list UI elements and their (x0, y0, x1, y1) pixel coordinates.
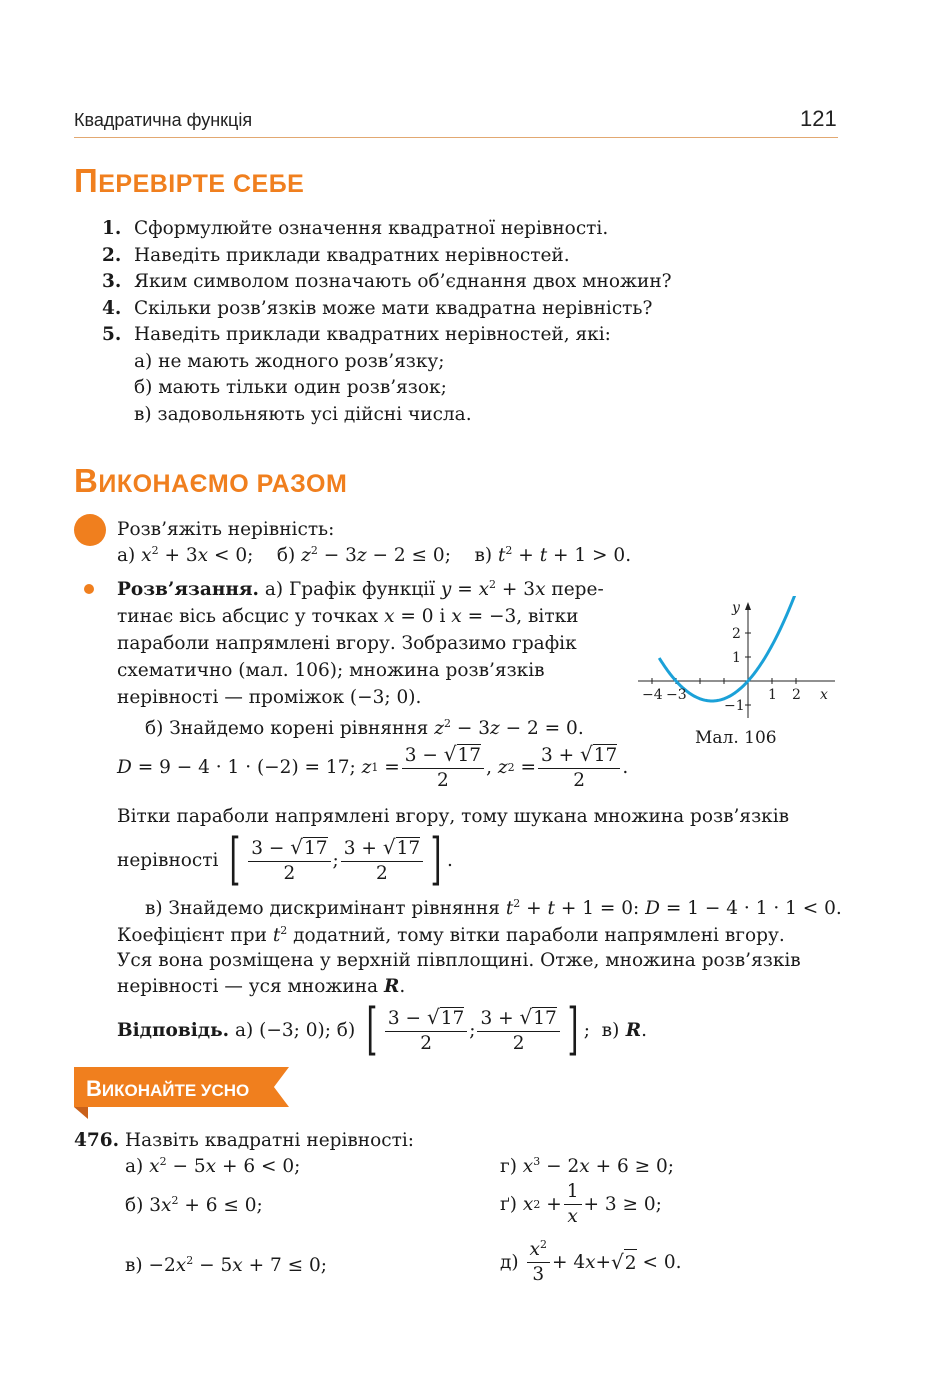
y-axis-arrow (745, 602, 751, 610)
part-c-line-4: нерівності — уся множина R. (117, 976, 406, 997)
section-title-do-together: ВИКОНАЄМО РАЗОМ (74, 462, 348, 499)
part-b-roots: D = 9 − 4 · 1 · (−2) = 17; z 1 = $\frac{3 - √17}{2}$ , z 2 = $\frac{3 + √17}{2}$ . (117, 742, 629, 791)
exercise-item-g: г) $x^3 - 2x + 6 \ge 0$; (500, 1155, 675, 1177)
header-divider (74, 137, 838, 138)
list-item: 4. Скільки розв’язків може мати квадратна нерівність? (102, 297, 653, 319)
running-header: Квадратична функція (74, 110, 253, 130)
list-item: 2. Наведіть приклади квадратних нерівностей. (102, 244, 570, 266)
part-c-line-3: Уся вона розміщена у верхній півплощині. Отже, множина розв’язків (117, 950, 801, 971)
x-tick-label: −3 (666, 687, 687, 703)
part-c-line-2: Коефіцієнт при $t^2$ додатний, тому вітки параболи напрямлені вгору. (117, 924, 785, 946)
section-title-check-yourself: ПЕРЕВІРТЕ СЕБЕ (74, 162, 305, 199)
exercise-item-v: $в) -2x^2 - 5x + 7 \le 0$; (125, 1254, 328, 1276)
question-list (102, 216, 672, 428)
part-c-line-1: в) Знайдемо дискримінант рівняння $t^2 + t + 1 = 0$: D = 1 − 4 · 1 · 1 < 0. (145, 897, 842, 919)
list-item: 3. Яким символом позначають об’єднання двох множин? (102, 271, 672, 292)
figure-caption: Мал. 106 (695, 728, 777, 748)
solution-line-4: схематично (мал. 106); множина розв’язків (117, 660, 545, 681)
page-number: 121 (800, 106, 837, 131)
sub-item: б) мають тільки один розв’язок; (134, 377, 447, 398)
exercise-item-d: д) $\frac{x^2}{3}$ + 4 x + √ 2 < 0. (500, 1238, 682, 1285)
list-item: 5. Наведіть приклади квадратних нерівностей, які: (102, 324, 611, 345)
answer-line: Відповідь. а) (−3; 0); б) [ $\frac{3 - √17}{2}$ ; $\frac{3 + √17}{2}$ ] ; в) R . (117, 997, 648, 1062)
task-marker-icon (74, 514, 106, 546)
exercise-item-b: б) $3x^2 + 6 \le 0$; (125, 1194, 263, 1216)
y-tick-label: −1 (724, 698, 745, 714)
task-inequalities: а) $x^2 + 3x < 0$; б) $z^2 - 3z - 2 \le 0$; в) $t^2 + t + 1 > 0$. (117, 544, 632, 566)
solution-line-2: тинає вісь абсцис у точках x = 0 і x = −3, вітки (117, 606, 579, 627)
banner-title: ВИКОНАЙТЕ УСНО (86, 1076, 250, 1101)
banner-fold (74, 1107, 88, 1119)
solution-line-5: нерівності — проміжок (−3; 0). (117, 687, 422, 708)
solution-marker-icon (84, 584, 94, 594)
solution-line-3: параболи напрямлені вгору. Зобразимо графік (117, 633, 577, 654)
x-axis-label: x (820, 687, 828, 703)
sub-item: в) задовольняють усі дійсні числа. (134, 403, 472, 425)
part-b-line-3: Вітки параболи напрямлені вгору, тому шукана множина розв’язків (117, 806, 790, 827)
x-tick-label: −4 (642, 687, 663, 703)
parabola-chart (630, 596, 840, 726)
task-intro: Розв’яжіть нерівність: (117, 519, 335, 540)
y-tick-label: 1 (732, 650, 741, 666)
y-axis-label: y (732, 600, 740, 616)
list-item: 1. Сформулюйте означення квадратної нерівності. (102, 218, 609, 239)
x-tick-label: 1 (768, 687, 777, 703)
x-tick-label: 2 (792, 687, 801, 703)
exercise-item-g-prime: ґ) x 2 + $\frac{1}{x}$ + 3 ≥ 0; (500, 1181, 662, 1227)
exercise-item-a: а) $x^2 - 5x + 6 < 0$; (125, 1155, 301, 1177)
part-b-interval: нерівності [ $\frac{3 - √17}{2}$ ; $\frac{3 + √17}{2}$ ] . (117, 827, 453, 892)
y-tick-label: 2 (732, 626, 741, 642)
sub-item: а) не мають жодного розв’язку; (134, 350, 445, 372)
exercise-prompt: 476. Назвіть квадратні нерівності: (74, 1130, 415, 1151)
parabola-curve (659, 596, 796, 701)
solution-line-1: Розв’язання. а) Графік функції $y = x^2 + 3x$ пере- (117, 578, 604, 600)
part-b-line-1: б) Знайдемо корені рівняння $z^2 - 3z - 2 = 0$. (145, 717, 584, 739)
